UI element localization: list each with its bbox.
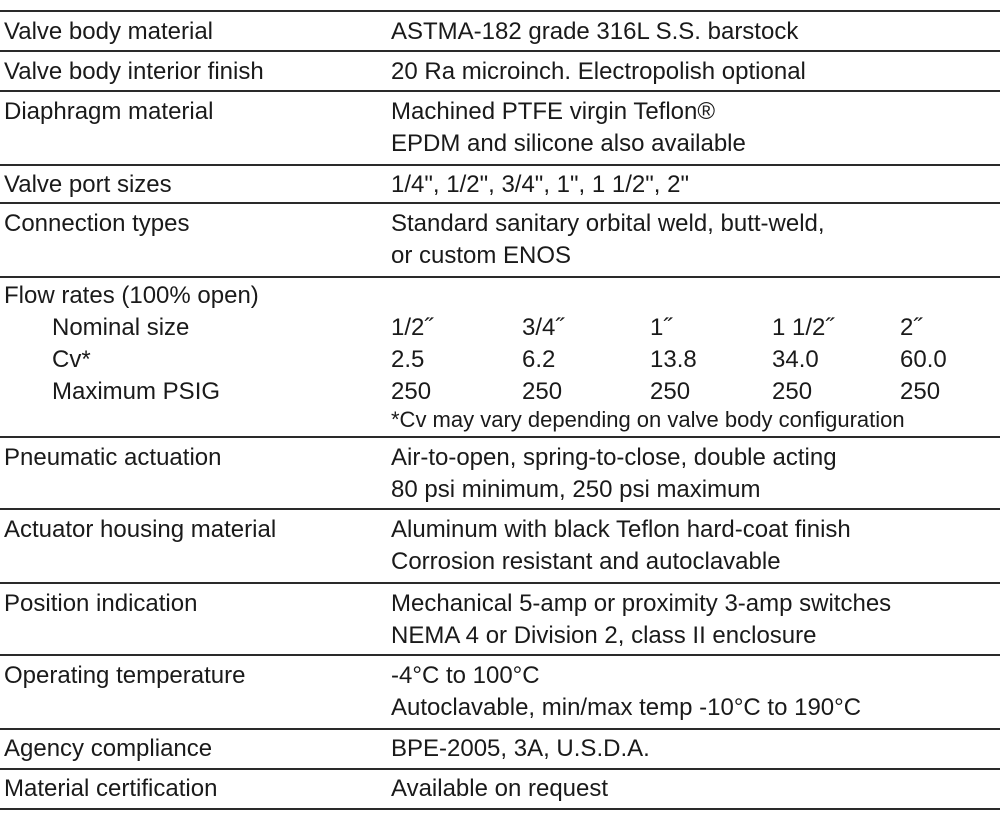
flow-cell: 60.0 [900,346,947,373]
row-label: Connection types [4,210,190,237]
row-value [391,56,806,88]
flow-cell: 1 1/2˝ [772,314,834,341]
value-line: Aluminum with black Teflon hard-coat finish [391,516,851,543]
flow-cell: 250 [522,378,563,405]
flow-cell: 250 [772,378,813,405]
flow-rates-label: Flow rates (100% open) [4,282,259,309]
row-label: Valve body interior finish [4,58,264,85]
value-line: Standard sanitary orbital weld, butt-weld, [391,210,825,237]
flow-cell: 250 [650,378,691,405]
row-value [391,16,798,48]
row-label: Valve port sizes [4,171,172,198]
row-label: Material certification [4,775,218,802]
value-line: NEMA 4 or Division 2, class II enclosure [391,622,817,649]
value-line: Corrosion resistant and autoclavable [391,548,781,575]
value-line: ASTMA-182 grade 316L S.S. barstock [391,18,799,45]
flow-row-label: Nominal size [52,314,190,341]
value-line: or custom ENOS [391,242,572,269]
row-value [391,208,825,272]
row-label: Agency compliance [4,735,213,762]
value-line: BPE-2005, 3A, U.S.D.A. [391,735,650,762]
row-value [391,96,746,160]
row-value [391,660,861,724]
row-label: Position indication [4,590,198,617]
flow-cell: 250 [900,378,941,405]
spec-row-operating-temperature [0,656,1000,730]
flow-cell: 6.2 [522,346,556,373]
value-line: Machined PTFE virgin Teflon® [391,98,716,125]
spec-table [0,10,1000,810]
row-value [391,773,608,805]
flow-cell: 1/2˝ [391,314,433,341]
spec-row-port-sizes [0,166,1000,204]
spec-row-flow-rates [0,278,1000,438]
spec-row-interior-finish [0,52,1000,92]
flow-cell: 2.5 [391,346,425,373]
spec-row-diaphragm-material [0,92,1000,166]
row-value [391,733,650,765]
spec-row-material-certification [0,770,1000,810]
row-label: Actuator housing material [4,516,277,543]
value-line: 20 Ra microinch. Electropolish optional [391,58,806,85]
value-line: Available on request [391,775,609,802]
flow-cell: 2˝ [900,314,922,341]
spec-row-valve-body-material [0,12,1000,52]
value-line: -4°C to 100°C [391,662,540,689]
flow-footnote: *Cv may vary depending on valve body configuration [391,407,905,432]
value-line: Air-to-open, spring-to-close, double acting [391,444,837,471]
value-line: 80 psi minimum, 250 psi maximum [391,476,761,503]
spec-row-connection-types [0,204,1000,278]
row-value [391,514,851,578]
spec-row-actuator-housing [0,510,1000,584]
value-line: Mechanical 5-amp or proximity 3-amp switches [391,590,892,617]
spec-row-position-indication [0,584,1000,656]
row-value [391,442,837,506]
flow-cell: 3/4˝ [522,314,564,341]
row-value [391,169,689,201]
value-line: Autoclavable, min/max temp -10°C to 190°C [391,694,862,721]
row-value [391,588,891,652]
row-label: Diaphragm material [4,98,214,125]
spec-row-pneumatic-actuation [0,438,1000,510]
value-line: EPDM and silicone also available [391,130,746,157]
flow-cell: 13.8 [650,346,697,373]
row-label: Operating temperature [4,662,246,689]
value-line: 1/4", 1/2", 3/4", 1", 1 1/2", 2" [391,171,689,198]
flow-row-label: Cv* [52,346,91,373]
flow-cell: 34.0 [772,346,819,373]
spec-row-agency-compliance [0,730,1000,770]
flow-row-label: Maximum PSIG [52,378,221,405]
row-label: Valve body material [4,18,213,45]
row-label: Pneumatic actuation [4,444,222,471]
flow-cell: 1˝ [650,314,672,341]
flow-cell: 250 [391,378,432,405]
